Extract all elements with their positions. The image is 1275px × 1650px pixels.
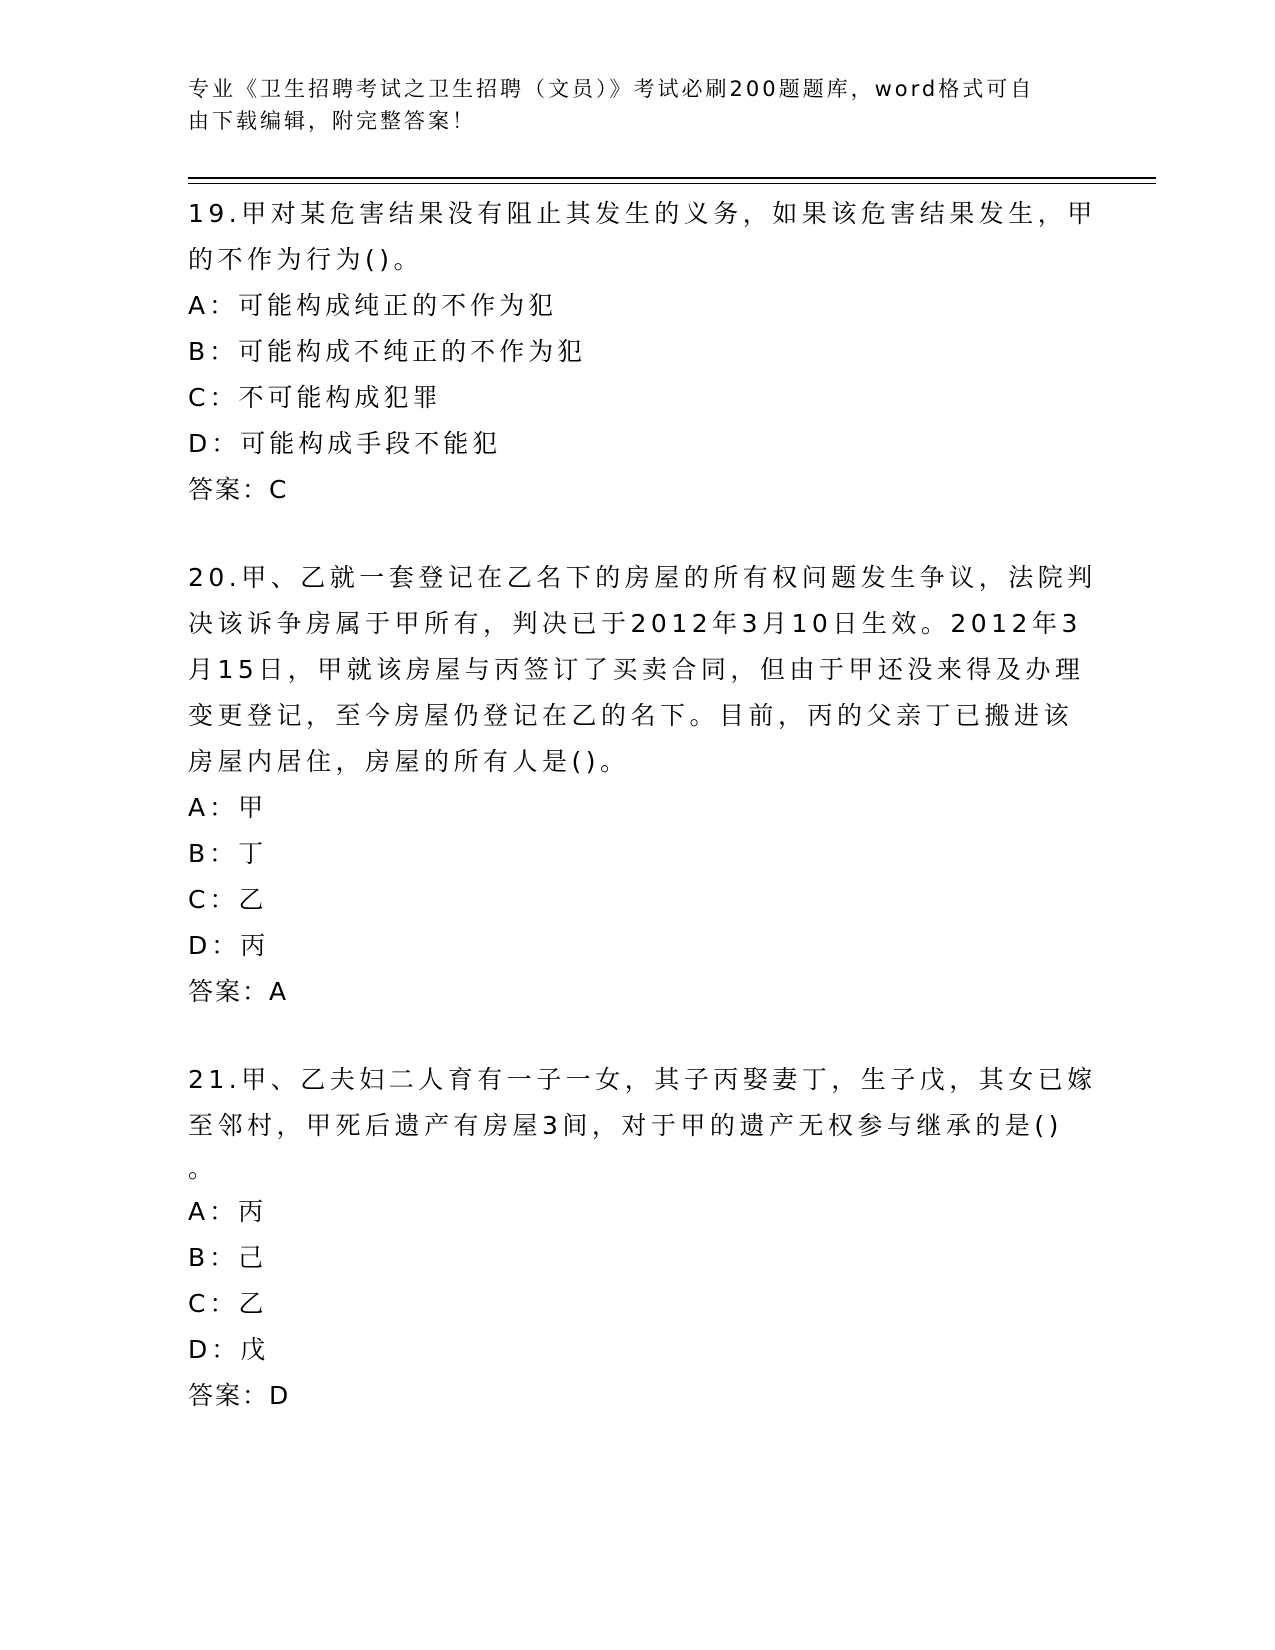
question-stem-line: 。 [188, 1154, 218, 1183]
question-stem-line: 的不作为行为()。 [188, 245, 424, 274]
question-stem-line: 决该诉争房属于甲所有，判决已于2012年3月10日生效。2012年3 [188, 609, 1082, 638]
option-b: B：丁 [188, 839, 268, 868]
option-c: C：乙 [188, 1289, 268, 1318]
header-divider-thin [188, 183, 1156, 184]
answer-line: 答案：D [188, 1381, 291, 1410]
question-list [188, 191, 1097, 1461]
answer-line: 答案：C [188, 475, 289, 504]
question-stem-line: 19.甲对某危害结果没有阻止其发生的义务，如果该危害结果发生，甲 [188, 199, 1097, 228]
option-d: D：丙 [188, 931, 270, 960]
question-stem-line: 20.甲、乙就一套登记在乙名下的房屋的所有权问题发生争议，法院判 [188, 563, 1097, 592]
answer-line: 答案：A [188, 977, 289, 1006]
header-line: 由下载编辑，附完整答案！ [188, 109, 476, 133]
question-20 [188, 555, 1097, 1015]
document-header [188, 73, 1068, 137]
question-stem-line: 变更登记，至今房屋仍登记在乙的名下。目前，丙的父亲丁已搬进该 [188, 701, 1074, 730]
header-divider-thick [188, 177, 1156, 179]
question-21 [188, 1057, 1097, 1419]
option-d: D：戊 [188, 1335, 270, 1364]
option-d: D：可能构成手段不能犯 [188, 429, 502, 458]
option-b: B：己 [188, 1243, 268, 1272]
option-b: B：可能构成不纯正的不作为犯 [188, 337, 587, 366]
option-c: C：不可能构成犯罪 [188, 383, 442, 412]
question-19 [188, 191, 1097, 513]
question-stem-line: 房屋内居住，房屋的所有人是()。 [188, 747, 630, 776]
question-stem-line: 月15日，甲就该房屋与丙签订了买卖合同，但由于甲还没来得及办理 [188, 655, 1085, 684]
option-a: A：丙 [188, 1197, 268, 1226]
option-a: A：可能构成纯正的不作为犯 [188, 291, 558, 320]
option-a: A：甲 [188, 793, 268, 822]
question-stem-line: 21.甲、乙夫妇二人育有一子一女，其子丙娶妻丁，生子戊，其女已嫁 [188, 1065, 1097, 1094]
header-line: 专业《卫生招聘考试之卫生招聘（文员）》考试必刷200题题库，word格式可自 [188, 77, 1035, 101]
option-c: C：乙 [188, 885, 268, 914]
question-stem-line: 至邻村，甲死后遗产有房屋3间，对于甲的遗产无权参与继承的是() [188, 1111, 1063, 1140]
